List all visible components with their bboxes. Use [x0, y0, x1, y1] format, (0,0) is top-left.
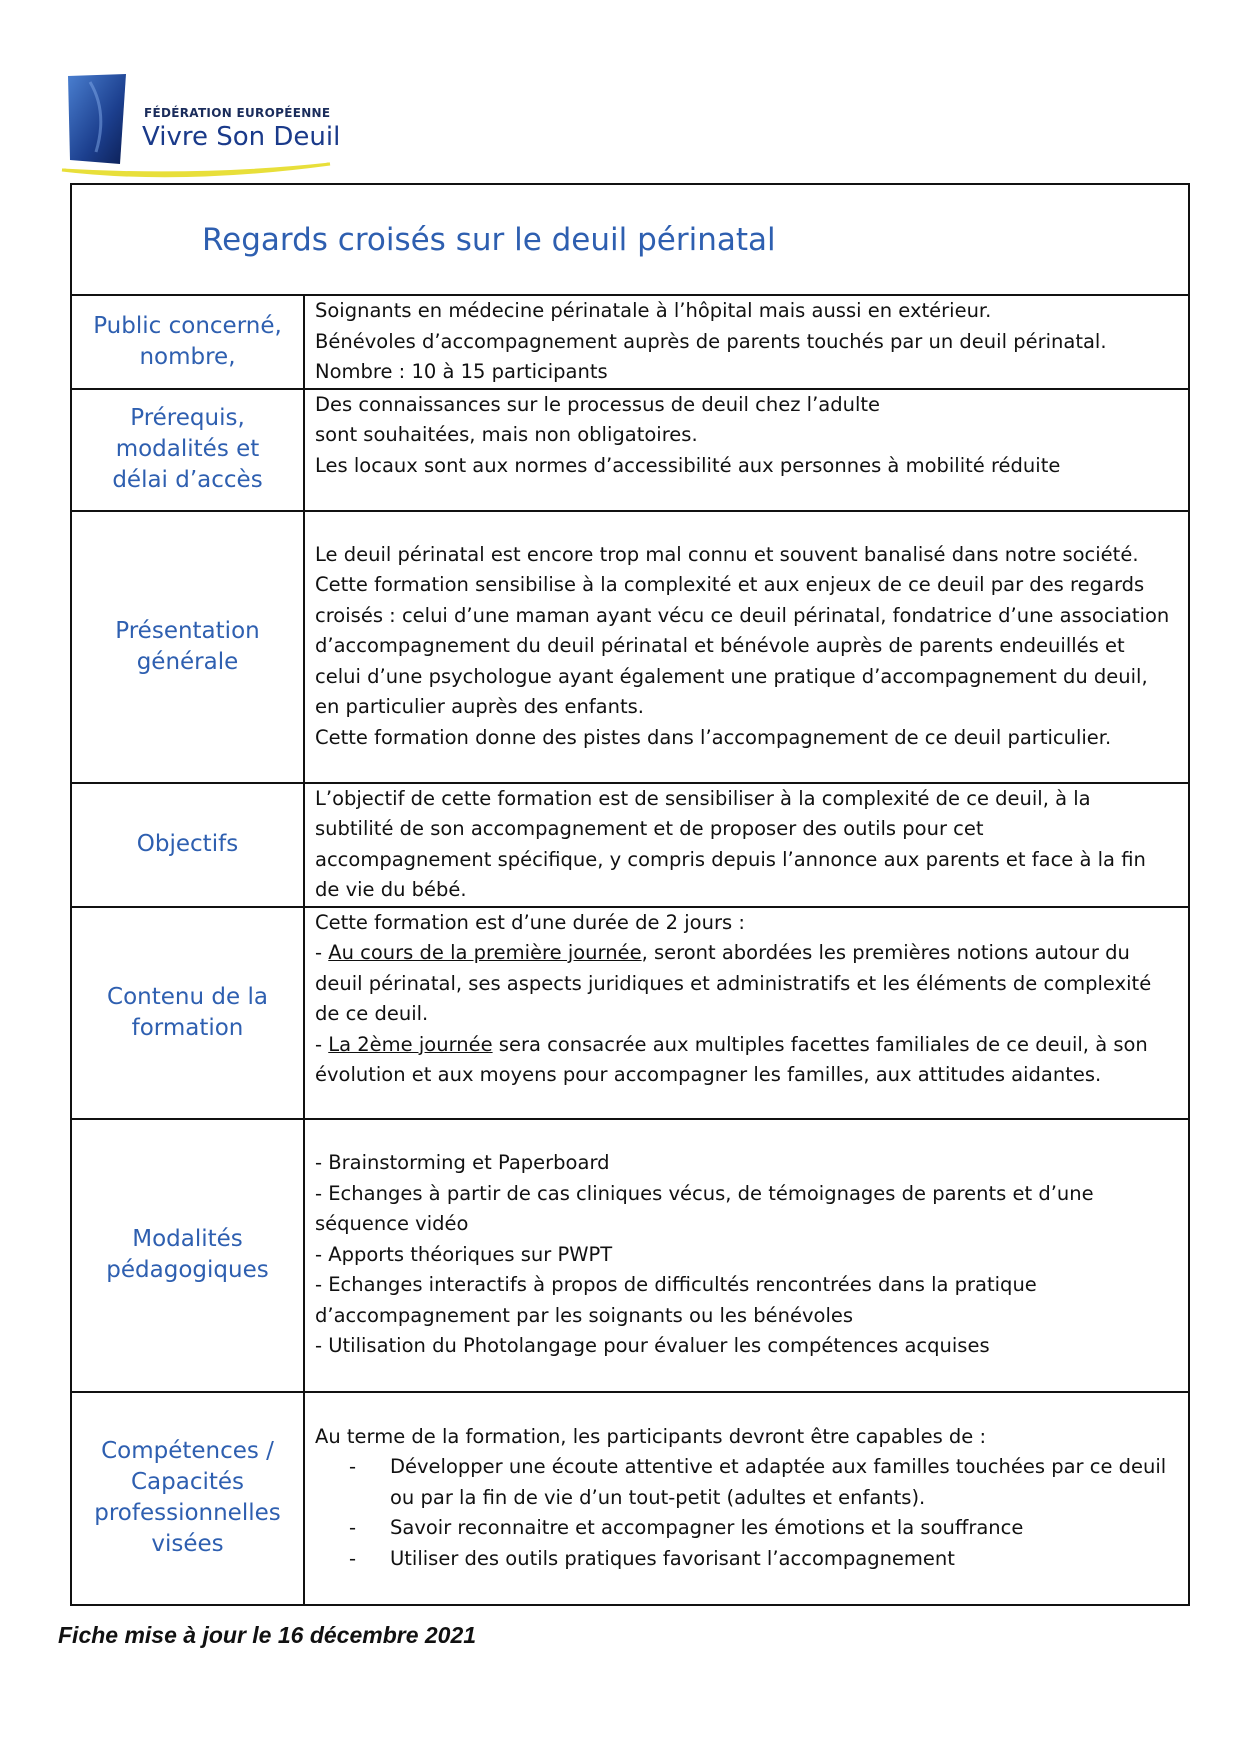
text-line: de ce deuil. — [315, 1002, 429, 1025]
dash: - — [348, 1516, 357, 1540]
label-presentation-line2: générale — [136, 648, 239, 675]
content-objectifs — [304, 783, 1189, 907]
label-modalites — [71, 1119, 304, 1392]
list-item — [315, 1452, 1178, 1483]
text-fragment: Utiliser des outils pratiques favorisant l’accompagnement — [390, 1546, 955, 1570]
text-line: d’accompagnement du deuil périnatal et bénévole auprès de parents endeuillés et — [315, 634, 1125, 658]
text-line: d’accompagnement par les soignants ou les bénévoles — [315, 1303, 854, 1327]
label-competences-line3: professionnelles — [94, 1500, 281, 1526]
label-modalites-line1: Modalités — [132, 1226, 243, 1252]
text-fragment: sera consacrée aux multiples facettes familiales de ce deuil, à son — [492, 1032, 1148, 1056]
text-line: Cette formation est d’une durée de 2 jours : — [315, 910, 745, 934]
label-competences-line1: Compétences / — [101, 1438, 274, 1464]
label-prerequis-line3: délai d’accès — [112, 467, 263, 493]
text-line: Bénévoles d’accompagnement auprès de parents touchés par un deuil périnatal. — [315, 329, 1107, 353]
logo-line1: FÉDÉRATION EUROPÉENNE — [144, 106, 331, 120]
text-line: - Echanges interactifs à propos de difficultés rencontrées dans la pratique — [315, 1273, 1037, 1297]
label-prerequis — [71, 389, 304, 511]
dash: - — [315, 1032, 329, 1056]
text-line — [315, 938, 1178, 969]
label-contenu-line2: formation — [131, 1014, 244, 1041]
underlined-text: La 2ème journée — [328, 1032, 493, 1056]
label-public-line2: nombre, — [139, 343, 236, 370]
text-line: celui d’une psychologue ayant également une pratique d’accompagnement du deuil, — [315, 664, 1148, 688]
label-competences-line2: Capacités — [130, 1469, 245, 1495]
content-prerequis — [304, 389, 1189, 511]
label-objectifs — [71, 783, 304, 907]
text-line: deuil périnatal, ses aspects juridiques et administratifs et les éléments de complexité — [315, 971, 1152, 995]
label-public — [71, 295, 304, 389]
list-item — [315, 1513, 1178, 1544]
federation-logo — [60, 72, 340, 182]
row-presentation — [71, 511, 1189, 783]
text-line: Cette formation donne des pistes dans l’accompagnement de ce deuil particulier. — [315, 725, 1112, 749]
content-competences — [304, 1392, 1189, 1605]
dash: - — [348, 1455, 357, 1479]
text-line — [315, 1030, 1178, 1061]
text-line: Au terme de la formation, les participants devront être capables de : — [315, 1424, 987, 1448]
logo-line2: Vivre Son Deuil — [142, 122, 341, 152]
text-line: Cette formation sensibilise à la complexité et aux enjeux de ce deuil par des regards — [315, 573, 1145, 597]
content-public — [304, 295, 1189, 389]
text-line: séquence vidéo — [315, 1212, 469, 1236]
row-contenu — [71, 907, 1189, 1119]
content-presentation — [304, 511, 1189, 783]
text-line: Des connaissances sur le processus de deuil chez l’adulte — [315, 392, 881, 416]
content-contenu — [304, 907, 1189, 1119]
label-public-line1: Public concerné, — [93, 312, 282, 339]
text-line: L’objectif de cette formation est de sensibiliser à la complexité de ce deuil, à la — [315, 786, 1091, 810]
label-objectifs-line1: Objectifs — [136, 831, 239, 857]
text-line: - Echanges à partir de cas cliniques vécus, de témoignages de parents et d’une — [315, 1181, 1094, 1205]
text-line: accompagnement spécifique, y compris depuis l’annonce aux parents et face à la fin — [315, 847, 1146, 871]
text-line: - Brainstorming et Paperboard — [315, 1151, 610, 1175]
row-modalites — [71, 1119, 1189, 1392]
text-fragment: , seront abordées les premières notions autour du — [641, 941, 1130, 964]
content-modalites — [304, 1119, 1189, 1392]
row-competences — [71, 1392, 1189, 1605]
row-objectifs — [71, 783, 1189, 907]
text-line: Le deuil périnatal est encore trop mal connu et souvent banalisé dans notre société. — [315, 542, 1139, 566]
underlined-text: Au cours de la première journée — [328, 941, 642, 964]
text-line: sont souhaitées, mais non obligatoires. — [315, 423, 698, 446]
label-presentation-line1: Présentation — [115, 617, 260, 644]
label-prerequis-line2: modalités et — [115, 436, 260, 462]
text-line: de vie du bébé. — [315, 878, 467, 901]
text-fragment: Savoir reconnaitre et accompagner les émotions et la souffrance — [390, 1516, 1024, 1540]
text-line: - Utilisation du Photolangage pour évaluer les compétences acquises — [315, 1334, 990, 1358]
label-contenu-line1: Contenu de la — [107, 983, 268, 1010]
text-line: Nombre : 10 à 15 participants — [315, 360, 608, 383]
dash: - — [348, 1546, 357, 1570]
label-competences-line4: visées — [151, 1531, 224, 1557]
row-public — [71, 295, 1189, 389]
list-item-continuation — [315, 1483, 1178, 1514]
text-line: subtilité de son accompagnement et de proposer des outils pour cet — [315, 817, 984, 840]
label-competences — [71, 1392, 304, 1605]
text-fragment: Développer une écoute attentive et adaptée aux familles touchées par ce deuil — [390, 1455, 1167, 1479]
text-line: Les locaux sont aux normes d’accessibilité aux personnes à mobilité réduite — [315, 453, 1061, 477]
text-fragment: ou par la fin de vie d’un tout-petit (adultes et enfants). — [390, 1485, 926, 1509]
text-line: évolution et aux moyens pour accompagner les familles, aux attitudes aidantes. — [315, 1063, 1102, 1086]
list-item — [315, 1544, 1178, 1575]
title-row — [71, 184, 1189, 295]
text-line: en particulier auprès des enfants. — [315, 695, 644, 719]
dash: - — [315, 941, 329, 964]
page-title: Regards croisés sur le deuil périnatal — [202, 221, 776, 258]
formation-sheet-table — [70, 183, 1190, 1606]
label-contenu — [71, 907, 304, 1119]
label-presentation — [71, 511, 304, 783]
row-prerequis — [71, 389, 1189, 511]
update-date-footer: Fiche mise à jour le 16 décembre 2021 — [58, 1622, 477, 1648]
text-line: croisés : celui d’une maman ayant vécu ce deuil périnatal, fondatrice d’une association — [315, 603, 1170, 627]
label-modalites-line2: pédagogiques — [106, 1257, 269, 1283]
label-prerequis-line1: Prérequis, — [130, 405, 245, 431]
text-line: Soignants en médecine périnatale à l’hôpital mais aussi en extérieur. — [315, 299, 992, 322]
text-line: - Apports théoriques sur PWPT — [315, 1242, 613, 1266]
